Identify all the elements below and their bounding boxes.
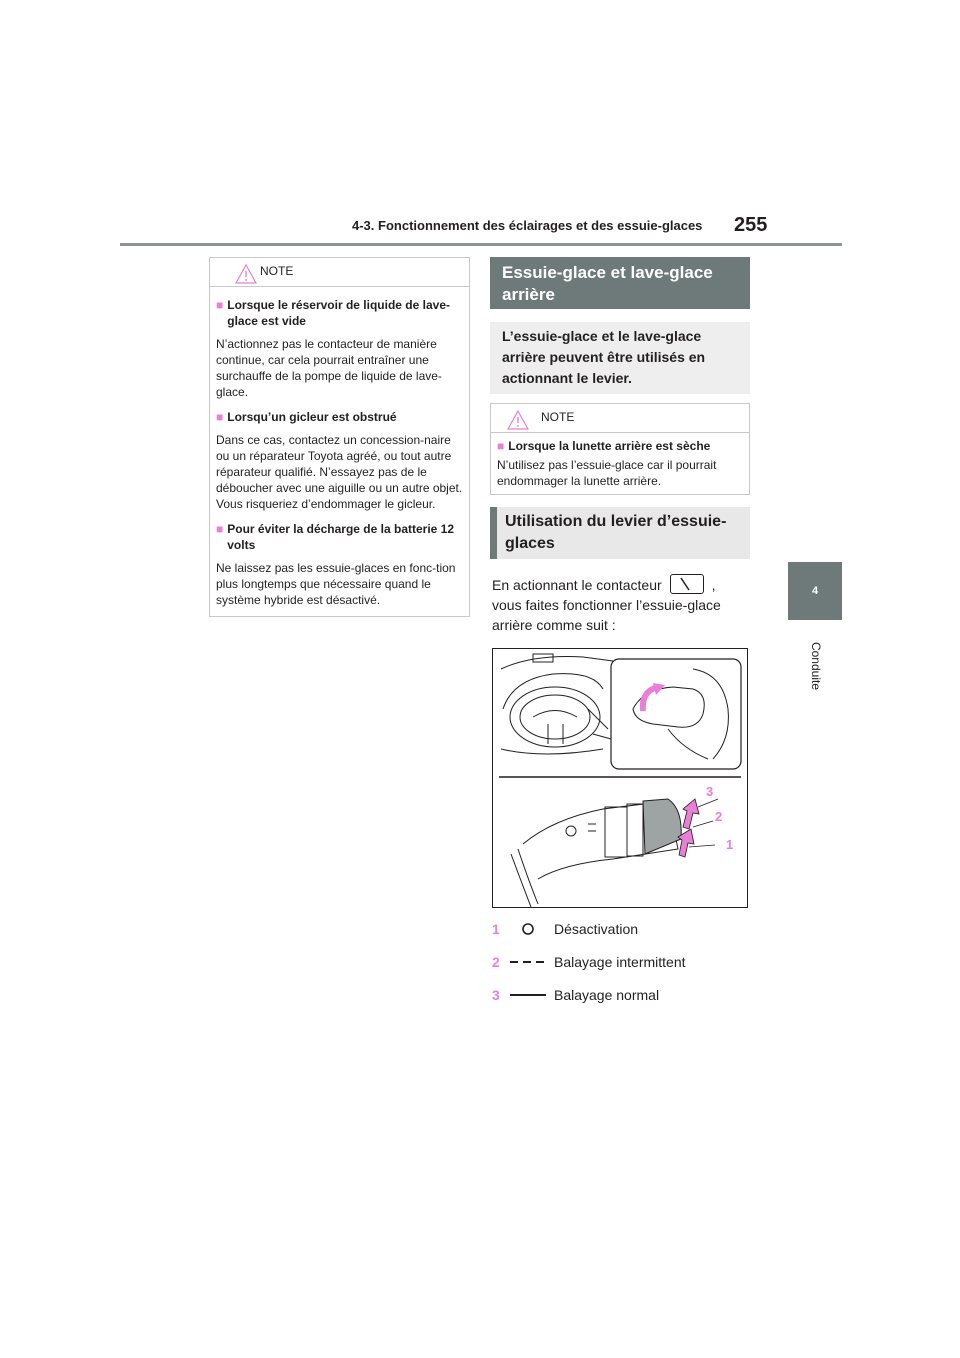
note-paragraph: N’actionnez pas le contacteur de manière continue, car cela pourrait entraîner une surchauffe de la pompe de liquide de lave-glace.: [216, 337, 442, 399]
note-paragraph: Dans ce cas, contactez un concession-naire ou un réparateur Toyota agréé, ou tout autre réparateur qualifié. N’essayez pas de le déboucher avec une aiguille ou un autre objet. Vous risqueriez d’endommager le gicleur.: [216, 433, 463, 511]
figure-label-1: 1: [726, 837, 734, 852]
note-heading: ■ Pour éviter la décharge de la batterie 12 volts: [216, 522, 455, 552]
legend-number: 3: [492, 987, 500, 1003]
bullet-square-icon: ■: [216, 522, 224, 536]
legend-label: Balayage normal: [554, 987, 660, 1003]
bullet-square-icon: ■: [216, 298, 224, 312]
bullet-square-icon: ■: [216, 410, 224, 424]
note-heading: ■ Lorsque la lunette arrière est sèche: [497, 439, 711, 453]
wiper-lever-illustration: [493, 649, 747, 907]
note-paragraph: N’utilisez pas l’essuie-glace car il pourrait endommager la lunette arrière.: [497, 458, 717, 488]
page-number: 255: [734, 214, 768, 236]
sub-heading: Utilisation du levier d’essuie-glaces: [490, 507, 750, 559]
chapter-label: Conduite: [809, 641, 823, 691]
note-paragraph: Ne laissez pas les essuie-glaces en fonc-tion plus longtemps que nécessaire quand le système hybride est désactivé.: [216, 561, 456, 607]
note-body: [491, 438, 749, 489]
warning-triangle-icon: [507, 410, 529, 430]
bullet-square-icon: ■: [497, 439, 505, 453]
legend-row: [492, 919, 638, 939]
legend-number: 2: [492, 954, 500, 970]
note-heading: ■ Lorsqu’un gicleur est obstrué: [216, 410, 397, 424]
note-header: [491, 404, 749, 432]
chapter-number: 4: [811, 585, 819, 597]
rear-wiper-switch-icon: [670, 574, 704, 594]
body-paragraph: En actionnant le contacteur , vous faites fonctionner l’essuie-glace arrière comme suit :: [492, 574, 742, 635]
legend-row: [492, 952, 686, 972]
main-heading: Essuie-glace et lave-glace arrière: [490, 257, 750, 309]
note-header: [210, 258, 469, 286]
intro-box: L’essuie-glace et le lave-glace arrière peuvent être utilisés en actionnant le levier.: [490, 322, 750, 394]
solid-line-icon: [508, 992, 548, 998]
note-box-right: [490, 403, 750, 495]
figure-label-2: 2: [715, 809, 723, 824]
legend-number: 1: [492, 921, 500, 937]
note-body: [210, 287, 469, 608]
warning-triangle-icon: [235, 264, 257, 284]
note-label: NOTE: [260, 264, 294, 278]
header-rule: [120, 243, 842, 246]
legend-label: Désactivation: [554, 921, 639, 937]
note-box-left: [209, 257, 470, 617]
wiper-lever-figure: [492, 648, 748, 908]
circle-icon: [508, 922, 548, 936]
figure-label-3: 3: [706, 784, 714, 799]
legend-label: Balayage intermittent: [554, 954, 686, 970]
section-title: 4-3. Fonctionnement des éclairages et des essuie-glaces: [352, 218, 703, 233]
dashed-line-icon: [508, 959, 548, 965]
note-heading: ■ Lorsque le réservoir de liquide de lave-glace est vide: [216, 298, 450, 328]
legend-row: [492, 985, 659, 1005]
note-label: NOTE: [541, 410, 575, 424]
